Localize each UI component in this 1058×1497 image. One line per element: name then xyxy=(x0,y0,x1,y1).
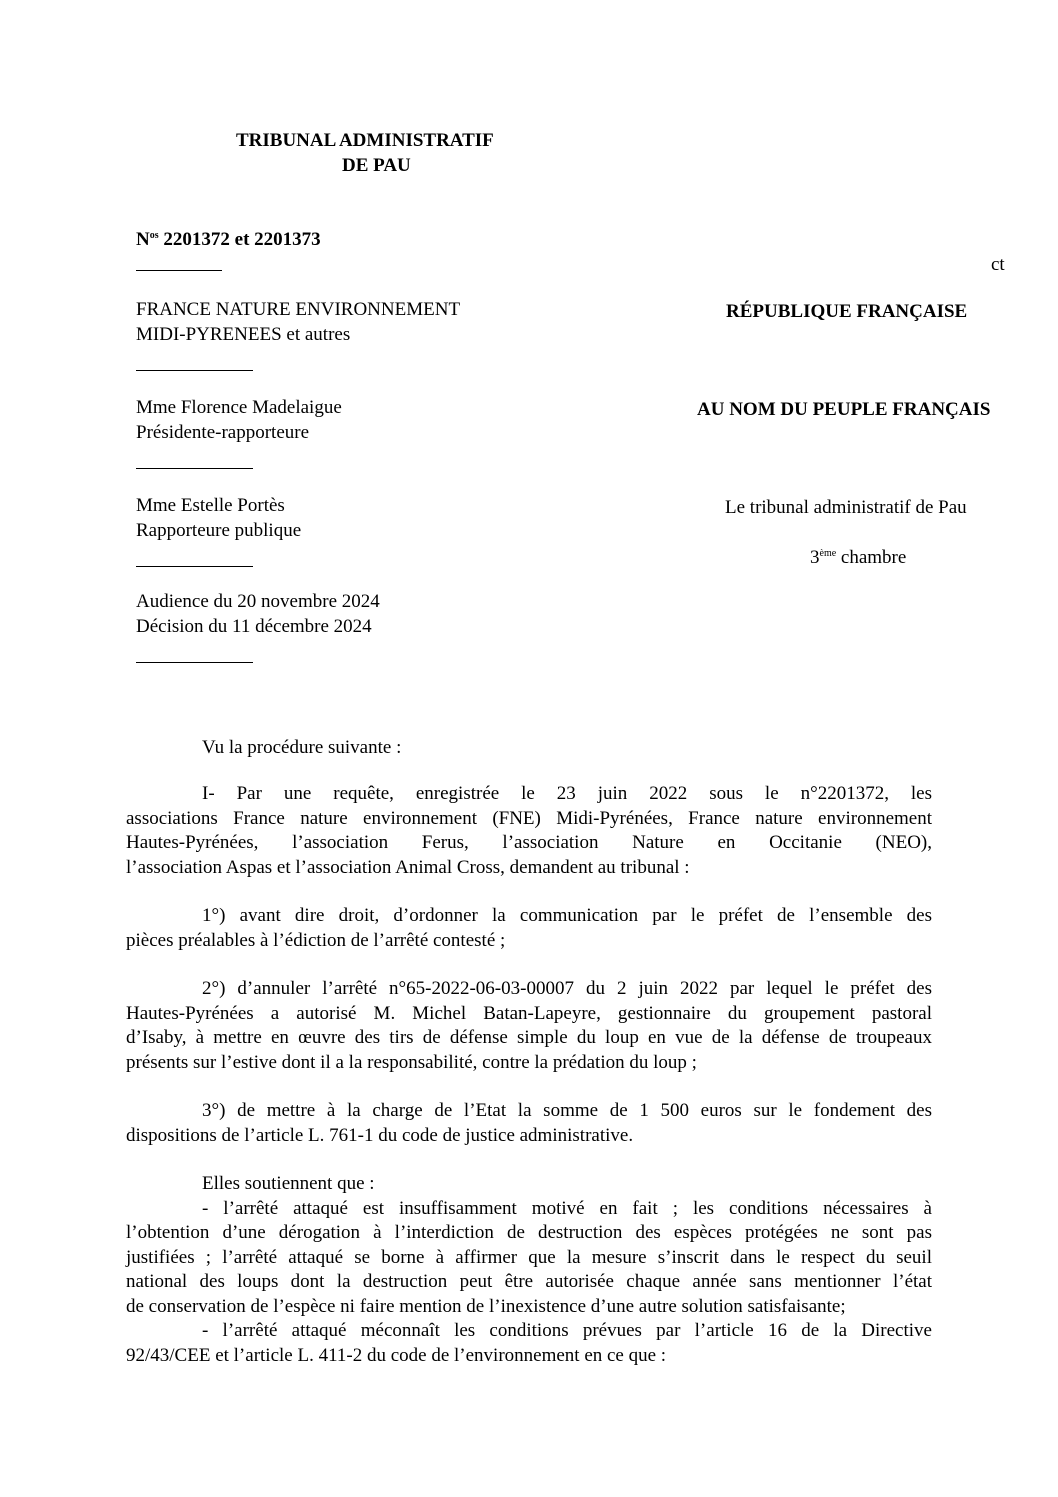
divider xyxy=(136,662,253,663)
procedure-intro: Vu la procédure suivante : xyxy=(202,737,402,758)
rapporteur-role: Rapporteure publique xyxy=(136,520,302,541)
paragraph-line: 3°) de mettre à la charge de l’Etat la somme de 1 500 euros sur le fondement des xyxy=(202,1100,932,1121)
paragraph-line: l’association Aspas et l’association Animal Cross, demandent au tribunal : xyxy=(126,856,690,878)
divider xyxy=(136,270,222,271)
chamber-number: 3 xyxy=(810,547,820,568)
paragraph-item-2 xyxy=(126,977,932,1075)
paragraph-line: national des loups dont la destruction peut être autorisée chaque année sans mentionner l’état xyxy=(126,1271,932,1292)
divider xyxy=(136,370,253,371)
paragraph-request xyxy=(126,782,932,880)
hearing-date: Audience du 20 novembre 2024 xyxy=(136,591,380,612)
court-label: Le tribunal administratif de Pau xyxy=(725,497,967,518)
paragraph-line: d’Isaby, à mettre en œuvre des tirs de défense simple du loup en vue de la défense de troupeaux xyxy=(126,1027,932,1048)
case-numbers-values: 2201372 et 2201373 xyxy=(158,229,321,250)
paragraph-line: présents sur l’estive dont il a la responsabilité, contre la prédation du loup ; xyxy=(126,1051,697,1073)
paragraph-line: 1°) avant dire droit, d’ordonner la communication par le préfet de l’ensemble des xyxy=(202,905,932,926)
president-role: Présidente-rapporteure xyxy=(136,422,310,443)
paragraph-line: 92/43/CEE et l’article L. 411-2 du code de l’environnement en ce que : xyxy=(126,1344,667,1366)
paragraph-line: - l’arrêté attaqué est insuffisamment motivé en fait ; les conditions nécessaires à xyxy=(202,1197,932,1219)
paragraph-line: dispositions de l’article L. 761-1 du code de justice administrative. xyxy=(126,1124,634,1146)
parties-line1: FRANCE NATURE ENVIRONNEMENT xyxy=(136,299,461,320)
paragraph-line: pièces préalables à l’édiction de l’arrêté contesté ; xyxy=(126,929,506,951)
paragraph-line: 2°) d’annuler l’arrêté n°65-2022-06-03-00007 du 2 juin 2022 par lequel le préfet des xyxy=(202,978,932,999)
decision-date: Décision du 11 décembre 2024 xyxy=(136,616,372,637)
corner-mark: ct xyxy=(991,254,1005,275)
people-heading: AU NOM DU PEUPLE FRANÇAIS xyxy=(697,399,991,420)
republic-heading: RÉPUBLIQUE FRANÇAISE xyxy=(726,301,968,322)
paragraph-line: Hautes-Pyrénées, l’association Ferus, l’association Nature en Occitanie (NEO), xyxy=(126,832,932,853)
rapporteur-name: Mme Estelle Portès xyxy=(136,495,285,516)
paragraph-line: Hautes-Pyrénées a autorisé M. Michel Batan-Lapeyre, gestionnaire du groupement pastoral xyxy=(126,1002,932,1024)
chamber-word: chambre xyxy=(836,547,907,568)
paragraph-arguments xyxy=(126,1172,932,1368)
divider xyxy=(136,566,253,567)
paragraph-line: associations France nature environnement (FNE) Midi-Pyrénées, France nature environnement xyxy=(126,807,932,829)
divider xyxy=(136,468,253,469)
paragraph-line: - l’arrêté attaqué méconnaît les conditions prévues par l’article 16 de la Directive xyxy=(202,1320,932,1341)
paragraph-line: de conservation de l’espèce ni faire mention de l’inexistence d’une autre solution satisfaisante; xyxy=(126,1295,846,1317)
case-numbers-prefix: N xyxy=(136,229,150,250)
case-numbers-sup: os xyxy=(149,230,159,241)
paragraph-line: l’obtention d’une dérogation à l’interdiction de destruction des espèces protégées ne sont pas xyxy=(126,1222,932,1243)
paragraph-line: I- Par une requête, enregistrée le 23 juin 2022 sous le n°2201372, les xyxy=(202,783,932,804)
paragraph-item-3 xyxy=(126,1099,932,1148)
paragraph-line: Elles soutiennent que : xyxy=(202,1173,375,1194)
paragraph-line: justifiées ; l’arrêté attaqué se borne à affirmer que la mesure s’inscrit dans le respect du seuil xyxy=(126,1246,932,1268)
chamber-sup: ème xyxy=(819,548,837,559)
court-name-line2: DE PAU xyxy=(342,155,411,176)
court-name-line1: TRIBUNAL ADMINISTRATIF xyxy=(236,130,494,151)
president-name: Mme Florence Madelaigue xyxy=(136,397,342,418)
case-numbers xyxy=(136,228,321,253)
parties-line2: MIDI-PYRENEES et autres xyxy=(136,324,351,345)
chamber-label xyxy=(810,546,906,571)
paragraph-item-1 xyxy=(126,904,932,953)
